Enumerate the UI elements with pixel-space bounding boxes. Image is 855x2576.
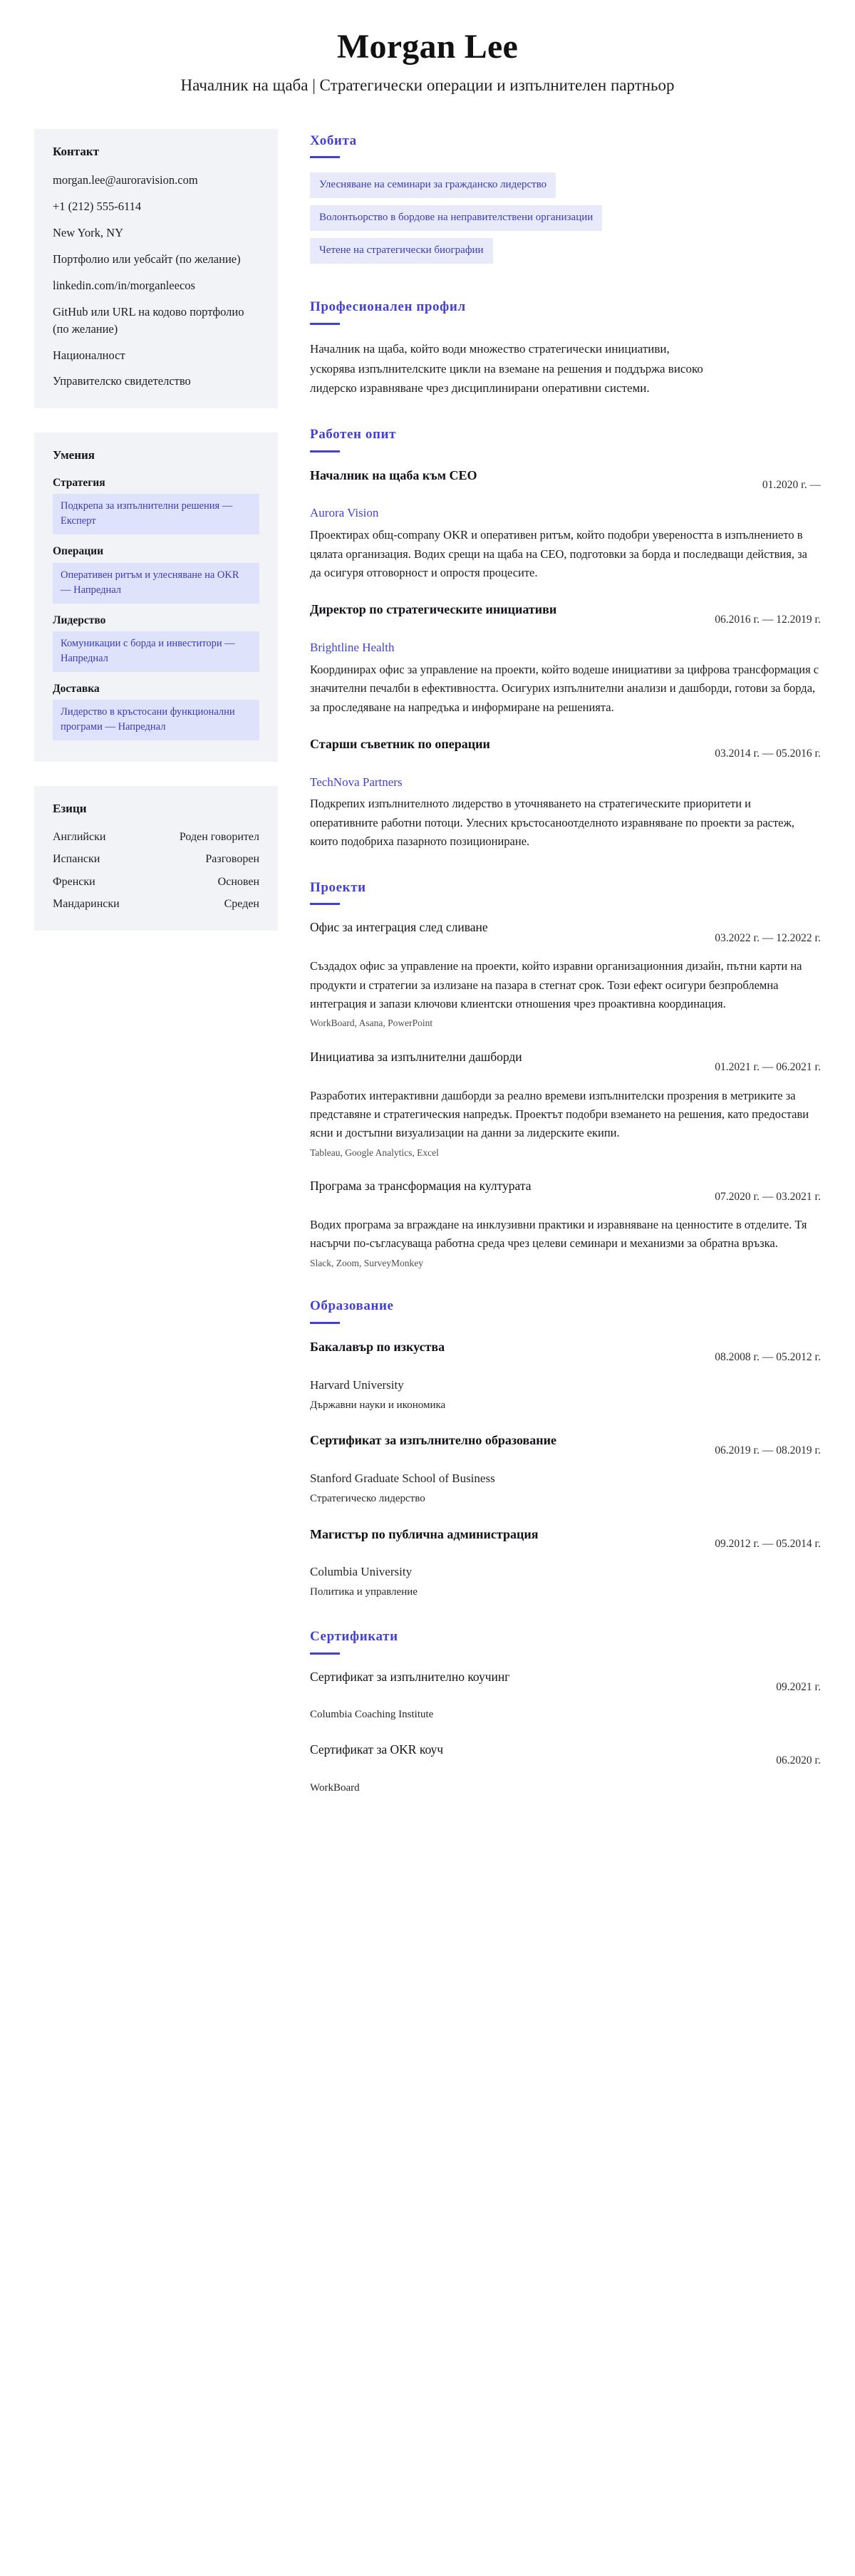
contact-location: New York, NY: [53, 225, 124, 239]
contact-github[interactable]: GitHub или URL на кодово портфолио (по желание): [53, 304, 244, 336]
project-dates: 03.2022 г. — 12.2022 г.: [715, 931, 821, 944]
skill-chip[interactable]: Оперативен ритъм и улесняване на OKR — Напреднал: [53, 563, 259, 604]
contact-card: [34, 129, 278, 409]
job-description: Координирах офис за управление на проекти, който водеше инициативи за цифрова трансформация с значителни печалби в ефективността. Осигурих изпълнителни анализи и дашборди, готови за борда, за проследяване на напредъка и информиране на решенията.: [310, 662, 819, 714]
skill-group: [53, 476, 259, 534]
certificate-entry: [310, 1669, 821, 1723]
degree-title: Магистър по публична администрация: [310, 1526, 539, 1541]
skill-group: [53, 682, 259, 740]
project-title: Програма за трансформация на културата: [310, 1179, 532, 1194]
certificate-date: 06.2020 г.: [776, 1754, 821, 1767]
section-title-projects: Проекти: [310, 879, 366, 895]
section-certificates: [310, 1629, 821, 1796]
project-entry: [310, 1178, 821, 1270]
degree-dates: 06.2019 г. — 08.2019 г.: [715, 1444, 821, 1457]
section-rule: [310, 1652, 340, 1655]
hobby-chip[interactable]: Волонтьорство в бордове на неправителствени организации: [310, 205, 602, 231]
skill-group-name: Стратегия: [53, 476, 105, 489]
languages-card: [34, 786, 278, 931]
field-of-study: Стратегическо лидерство: [310, 1492, 425, 1504]
degree-dates: 08.2008 г. — 05.2012 г.: [715, 1350, 821, 1363]
project-dates: 01.2021 г. — 06.2021 г.: [715, 1061, 821, 1074]
language-name: Френски: [53, 875, 95, 888]
section-education: [310, 1298, 821, 1600]
language-level: Роден говорител: [179, 830, 259, 843]
entry-head: [310, 467, 821, 505]
job-description: Проектирах общ-company OKR и оперативен ритъм, който подобри увереността в изпълнението в цялата организация. Водих срещи на щаба на CEO, подготовки за борда и последващи действия, за да осигуря отговорност и опростя процесите.: [310, 528, 807, 579]
section-experience: [310, 427, 821, 852]
section-title-certificates: Сертификати: [310, 1628, 398, 1644]
section-profile: [310, 299, 821, 398]
experience-entry: [310, 735, 821, 852]
section-title-hobbies: Хобита: [310, 133, 357, 148]
certificate-issuer: WorkBoard: [310, 1781, 360, 1794]
entry-head: [310, 1338, 821, 1376]
contact-nationality: Националност: [53, 348, 125, 362]
certificate-date: 09.2021 г.: [776, 1681, 821, 1694]
language-row: [53, 874, 259, 890]
contact-linkedin[interactable]: linkedin.com/in/morganleecos: [53, 278, 195, 292]
main-content: [310, 129, 821, 1796]
experience-entry: [310, 467, 821, 583]
job-dates: 01.2020 г. —: [762, 479, 821, 492]
skill-group: [53, 614, 259, 672]
entry-head: [310, 1669, 821, 1707]
education-entry: [310, 1338, 821, 1413]
language-level: Основен: [217, 875, 259, 888]
project-entry: [310, 919, 821, 1030]
section-title-experience: Работен опит: [310, 426, 396, 442]
section-rule: [310, 903, 340, 905]
project-title: Офис за интеграция след сливане: [310, 920, 488, 935]
contact-phone[interactable]: +1 (212) 555-6114: [53, 200, 142, 213]
languages-title: Езици: [53, 802, 87, 816]
job-company: Aurora Vision: [310, 506, 379, 520]
language-name: Испански: [53, 853, 100, 866]
project-description: Създадох офис за управление на проекти, който изравни организационния дизайн, пътни карти на продукти и стратегии за излизане на пазара в стегнат срок. Този ефект осигури безпроблемна интеграция и запази ключови клиентски отношения чрез проактивна координация.: [310, 959, 802, 1010]
project-tools: Tableau, Google Analytics, Excel: [310, 1147, 439, 1158]
experience-entry: [310, 601, 821, 717]
section-projects: [310, 880, 821, 1271]
profile-summary: Началник на щаба, който води множество стратегически инициативи, ускорява изпълнителските цикли на вземане на решения и поддържа високо лидерско изравняване чрез дисциплинирани оперативни системи.: [310, 342, 703, 395]
school-name: Harvard University: [310, 1377, 404, 1392]
entry-head: [310, 919, 821, 957]
project-description: Разработих интерактивни дашборди за реално времеви изпълнителски прозрения в метриките за представяне и стратегическия напредък. Проектът подобри вземането на решения, като предостави ясни и достъпни визуализации на данни за лидерските екипи.: [310, 1088, 809, 1140]
section-rule: [310, 156, 340, 158]
entry-head: [310, 1742, 821, 1779]
section-title-profile: Професионален профил: [310, 299, 466, 315]
project-tools: WorkBoard, Asana, PowerPoint: [310, 1018, 433, 1029]
degree-dates: 09.2012 г. — 05.2014 г.: [715, 1538, 821, 1551]
entry-head: [310, 1526, 821, 1563]
project-title: Инициатива за изпълнителни дашборди: [310, 1049, 522, 1064]
skill-group-name: Лидерство: [53, 614, 106, 626]
contact-title: Контакт: [53, 144, 99, 158]
skill-group-name: Операции: [53, 545, 104, 558]
project-tools: Slack, Zoom, SurveyMonkey: [310, 1257, 423, 1268]
hobby-chip[interactable]: Четене на стратегически биографии: [310, 238, 493, 264]
job-company: Brightline Health: [310, 641, 395, 655]
section-rule: [310, 450, 340, 452]
certificate-issuer: Columbia Coaching Institute: [310, 1709, 434, 1721]
resume-header: [0, 0, 855, 103]
skill-chip[interactable]: Лидерство в кръстосани функционални програми — Напреднал: [53, 700, 259, 740]
education-entry: [310, 1526, 821, 1600]
language-name: Мандарински: [53, 897, 120, 910]
candidate-headline: Началник на щаба | Стратегически операции и изпълнителен партньор: [180, 76, 675, 94]
job-description: Подкрепих изпълнителното лидерство в уточняването на стратегическите приоритети и оперативните работни потоци. Улесних кръстосаноотделното изравняване по проекти за растеж, които подобриха пазарното позициониране.: [310, 797, 795, 849]
skill-chip[interactable]: Комуникации с борда и инвеститори — Напреднал: [53, 631, 259, 672]
project-description: Водих програма за вграждане на инклузивни практики и изравняване на ценностите в отделите. Тя насърчи по-съгласуваща работна среда чрез целеви семинари и механизми за обратна връзка.: [310, 1217, 807, 1251]
entry-head: [310, 1178, 821, 1216]
section-title-education: Образование: [310, 1298, 394, 1314]
skills-card: [34, 433, 278, 762]
certificate-name: Сертификат за OKR коуч: [310, 1742, 444, 1757]
job-title: Старши съветник по операции: [310, 736, 490, 751]
contact-portfolio[interactable]: Портфолио или уебсайт (по желание): [53, 252, 241, 266]
education-entry: [310, 1432, 821, 1506]
section-rule: [310, 323, 340, 325]
hobby-list: [310, 172, 821, 271]
school-name: Stanford Graduate School of Business: [310, 1471, 495, 1486]
language-row: [53, 829, 259, 845]
entry-head: [310, 735, 821, 773]
skill-group-name: Доставка: [53, 682, 100, 695]
section-rule: [310, 1322, 340, 1324]
language-level: Среден: [224, 897, 259, 910]
language-level: Разговорен: [205, 853, 259, 866]
hobby-chip[interactable]: Улесняване на семинари за гражданско лидерство: [310, 172, 556, 198]
school-name: Columbia University: [310, 1565, 413, 1579]
entry-head: [310, 1049, 821, 1087]
degree-title: Бакалавър по изкуства: [310, 1340, 445, 1355]
job-title: Началник на щаба към CEO: [310, 467, 477, 482]
job-company: TechNova Partners: [310, 775, 403, 789]
section-hobbies: [310, 133, 821, 271]
certificate-entry: [310, 1742, 821, 1796]
contact-list: [53, 172, 259, 390]
project-entry: [310, 1049, 821, 1159]
resume-body: [0, 103, 855, 1825]
field-of-study: Политика и управление: [310, 1586, 418, 1598]
candidate-name: Morgan Lee: [337, 28, 518, 66]
contact-email[interactable]: morgan.lee@auroravision.com: [53, 173, 198, 187]
language-row: [53, 896, 259, 912]
job-dates: 03.2014 г. — 05.2016 г.: [715, 748, 821, 760]
entry-head: [310, 1432, 821, 1469]
sidebar: [34, 129, 278, 931]
language-row: [53, 852, 259, 867]
skills-title: Умения: [53, 448, 95, 462]
job-dates: 06.2016 г. — 12.2019 г.: [715, 613, 821, 626]
certificate-name: Сертификат за изпълнително коучинг: [310, 1669, 510, 1684]
skill-group: [53, 544, 259, 603]
field-of-study: Държавни науки и икономика: [310, 1399, 446, 1411]
entry-head: [310, 601, 821, 638]
language-name: Английски: [53, 830, 106, 843]
job-title: Директор по стратегическите инициативи: [310, 602, 557, 617]
skill-chip[interactable]: Подкрепа за изпълнителни решения — Експерт: [53, 494, 259, 534]
project-dates: 07.2020 г. — 03.2021 г.: [715, 1190, 821, 1203]
degree-title: Сертификат за изпълнително образование: [310, 1433, 556, 1448]
contact-driving-license: Управителско свидетелство: [53, 374, 191, 388]
